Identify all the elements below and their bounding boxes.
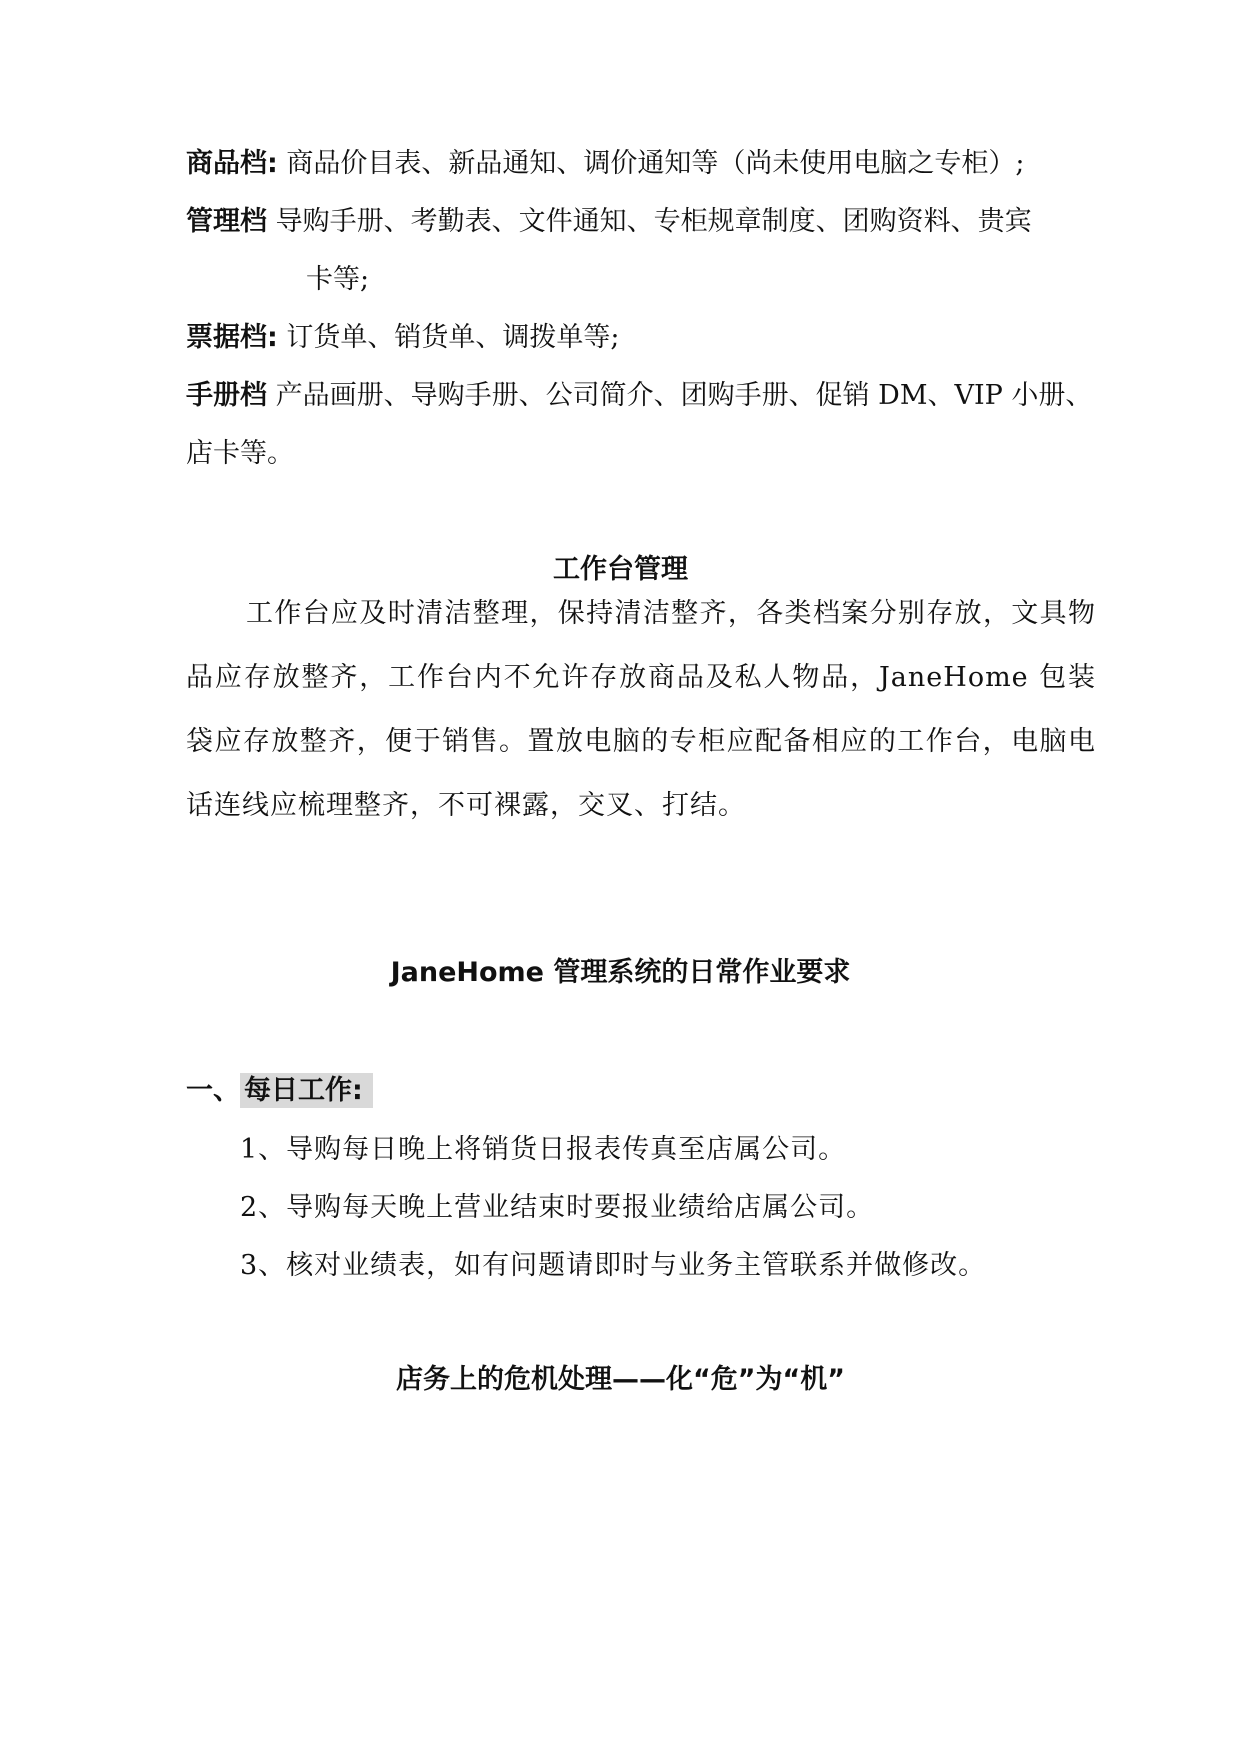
- daily-work-title: [186, 1073, 373, 1109]
- section-number: 一、: [186, 1075, 240, 1106]
- daily-work-label: 每日工作:: [240, 1073, 373, 1108]
- archive-line-goods: [186, 146, 1025, 182]
- list-item: 1、导购每日晚上将销货日报表传真至店属公司。: [240, 1134, 847, 1165]
- archive-text: 商品价目表、新品通知、调价通知等（尚未使用电脑之专柜）;: [286, 148, 1025, 179]
- section-heading-system: JaneHome 管理系统的日常作业要求: [390, 957, 851, 988]
- archive-term: 管理档: [186, 206, 267, 237]
- archive-line-receipts: [186, 320, 620, 356]
- archive-term: 票据档:: [186, 322, 278, 353]
- list-item: 2、导购每天晚上营业结束时要报业绩给店属公司。: [240, 1192, 875, 1223]
- section-heading-workbench: 工作台管理: [553, 554, 688, 585]
- archive-term: 商品档:: [186, 148, 278, 179]
- archive-line-management: [186, 204, 1032, 240]
- archive-continuation: 卡等;: [306, 264, 370, 295]
- archive-text: 导购手册、考勤表、文件通知、专柜规章制度、团购资料、贵宾: [275, 206, 1032, 237]
- section-heading-crisis: 店务上的危机处理——化“危”为“机”: [396, 1364, 845, 1395]
- archive-term: 手册档: [186, 380, 267, 411]
- archive-line-manuals: [186, 378, 1092, 414]
- archive-text: 产品画册、导购手册、公司简介、团购手册、促销 DM、VIP 小册、: [275, 380, 1093, 411]
- workbench-paragraph: 工作台应及时清洁整理，保持清洁整齐，各类档案分别存放，文具物品应存放整齐，工作台内不允许存放商品及私人物品，JaneHome 包装袋应存放整齐，便于销售。置放电脑的专柜应配备相应的工作台，电脑电话连线应梳理整齐，不可裸露，交叉、打结。: [186, 598, 1096, 821]
- archive-continuation: 店卡等。: [186, 438, 294, 469]
- list-item: 3、核对业绩表，如有问题请即时与业务主管联系并做修改。: [240, 1250, 987, 1281]
- archive-text: 订货单、销货单、调拨单等;: [286, 322, 620, 353]
